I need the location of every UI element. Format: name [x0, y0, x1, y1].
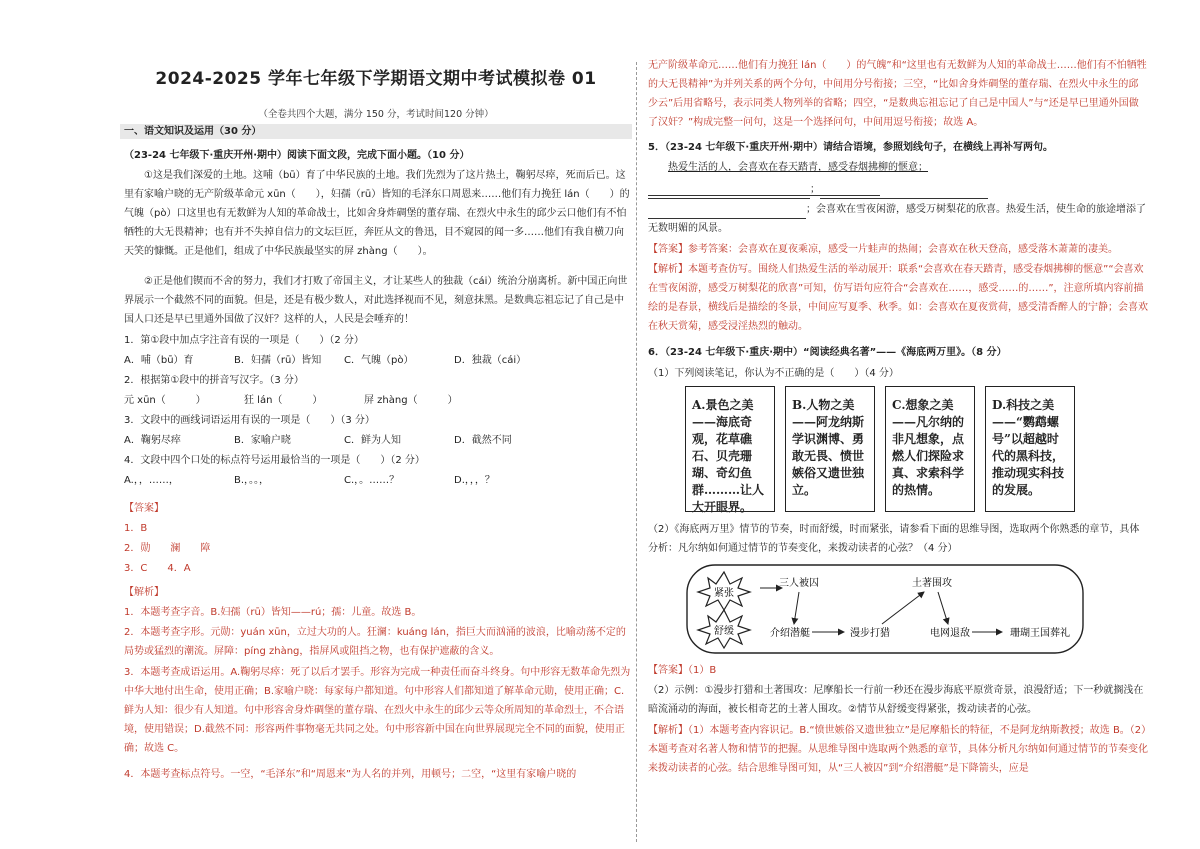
blank: 屏 zhàng（ ）: [364, 395, 458, 406]
answer-blank[interactable]: [648, 207, 806, 219]
option: D.，，，？: [454, 475, 495, 486]
question-6-part-2: （2）《海底两万里》情节的节奏，时而舒缓，时而紧张，请参看下面的思维导图，选取两个你熟悉的章节，具体分析：凡尔纳如何通过情节的节奏变化，来拨动读者的心弦？（4 分）: [648, 524, 1140, 554]
note-card-b: B.人物之美——阿龙纳斯学识渊博、勇敢无畏、愤世嫉俗又遗世独立。: [785, 386, 875, 512]
legend-tense: 紧张: [714, 588, 734, 599]
explanation-4: 4．本题考查标点符号。一空，“毛泽东”和“周恩来”为人名的并列，用顿号；二空，“这里有家喻户晓的: [124, 769, 577, 780]
option: C．气魄（pò）: [344, 355, 414, 366]
node-coral-funeral: 珊瑚王国葬礼: [1010, 628, 1070, 639]
question-3: 3．文段中的画线词语运用有误的一项是（ ）（3 分）: [124, 415, 375, 426]
question-2: 2．根据第①段中的拼音写汉字。（3 分）: [124, 375, 304, 386]
question-2-blanks: [124, 391, 484, 410]
node-hunting-walk: 漫步打猎: [850, 628, 890, 639]
column-divider: [636, 62, 637, 842]
question-6-explanation: 【解析】（1）本题考查内容识记。B.“愤世嫉俗又遗世独立”是尼摩船长的特征，不是阿龙纳斯教授；故选 B。（2）本题考查对名著人物和情节的把握。从思维导图中选取两个熟悉的章节，具体分析凡尔纳如何通过情节的节奏变化来拨动读者的心弦。结合思维导图可知，从“三人被囚”到“介绍潜艇”是下降箭头，应是: [648, 725, 1148, 774]
blank: 狂 lán（ ）: [244, 395, 323, 406]
note-card-a: A.景色之美——海底奇观，花草礁石、贝壳珊瑚、奇幻鱼群………让人大开眼界。: [685, 386, 775, 512]
node-electric-repel: 电网退敌: [930, 628, 970, 639]
answer-line: 3．C 4．A: [124, 563, 191, 574]
option: C.，。……？: [344, 475, 400, 486]
option: C．鲜为人知: [344, 435, 401, 446]
explanation-1: 1．本题考查字音。B.妇孺（rū）皆知——rú；孺：儿童。故选 B。: [124, 607, 422, 618]
question-4-options: [124, 471, 564, 490]
question-5-text-blank: ；: [648, 180, 1148, 199]
q5-sentence-end: ；会喜欢在雪夜闲游，感受万树梨花的欣喜。热爱生活，使生命的旅途增添了无数明媚的风景。: [648, 204, 1146, 234]
answer-blank[interactable]: [648, 187, 810, 199]
arrow: [938, 592, 948, 624]
answer-line: 2．勋 澜 障: [124, 543, 211, 554]
reading-note-cards: [685, 386, 1075, 512]
question-5-explanation: 【解析】本题考查仿写。围绕人们热爱生活的举动展开：联系“会喜欢在春天踏青，感受春烟拂柳的惬意”“会喜欢在雪夜闲游，感受万树梨花的欣喜”可知，仿写语句应符合“会喜欢在……，感受……的……”，注意所填内容前描绘的是春景，横线后是描绘的冬景，中间应写夏季、秋季。如：会喜欢在夏夜赏荷，感受清香醉人的宁静；会喜欢在秋天赏菊，感受浸淫热烈的触动。: [648, 264, 1148, 332]
question-5-answer: 【答案】参考答案：会喜欢在夏夜乘凉，感受一片蛙声的热闹；会喜欢在秋天登高，感受落木萧萧的凄美。: [648, 244, 1118, 255]
option: A．哺（bū）育: [124, 355, 194, 366]
section-heading: 一、语文知识及运用（30 分）: [120, 124, 632, 139]
answer-blank[interactable]: [820, 187, 988, 199]
option: A.，，……，: [124, 475, 179, 486]
note-card-d: D.科技之美——“鹦鹉螺号”以超越时代的黑科技，推动现实科技的发展。: [985, 386, 1075, 512]
option: B．家喻户晓: [234, 435, 291, 446]
explanation-3: 3．本题考查成语运用。A.鞠躬尽瘁：死了以后才罢手。形容为完成一种责任而奋斗终身。句中形容无数革命先烈为中华大地付出生命，使用正确；B.家喻户晓：每家每户都知道。句中形容人们都知道了解革命元勋，使用正确；C.鲜为人知：很少有人知道。句中形容舍身炸碉堡的董存瑞、在烈火中永生的邱少云等众所周知的革命烈士，不合语境，使用错误；D.截然不同：形容两件事物毫无共同之处。句中形容新中国在向世界展现完全不同的面貌，使用正确；故选 C。: [124, 667, 631, 754]
passage-paragraph-1: ①这是我们深爱的土地。这哺（bū）育了中华民族的土地。我们先烈为了这片热土，鞠躬尽瘁，死而后已。这里有家喻户晓的无产阶级革命元 xūn（ ），妇孺（rū）皆知的毛泽东口周恩来……他们有力挽狂 lán（ ）的气魄（pò）口这里也有无数鲜为人知的革命战士，比如舍身炸碉堡的董存瑞、在烈火中永生的邱少云口他们有不怕牺牲的大无畏精神；也有并不失掉自信力的文坛巨匠，奔匠从文的鲁迅，目不窥园的闻一多……他们有我自横刀向天笑的慷慨。正是他们，组成了中华民族最坚实的屏 zhàng（ ）。: [124, 170, 630, 257]
q5-sentence: 热爱生活的人，会喜欢在春天踏青，感受春烟拂柳的惬意；: [668, 162, 928, 173]
option: B.，。。，: [234, 475, 270, 486]
option: D．独裁（cái）: [454, 355, 527, 366]
explanation-4-continued: 无产阶级革命元……他们有力挽狂 lán（ ）的气魄”和“这里也有无数鲜为人知的革命战士……他们有不怕牺牲的大无畏精神”为并列关系的两个分句，中间用分号衔接；三空，“比如舍身炸碉堡的董存瑞、在烈火中永生的邱少云”后用省略号，表示同类人物列举的省略；四空，“是数典忘祖忘记了自己是中国人”与“还是早已里通外国做了汉奸？”构成完整一问句，这是一个选择问句，中间用逗号衔接；故选 A。: [648, 60, 1147, 128]
explanation-label: 【解析】: [124, 587, 164, 598]
explanation-2: 2．本题考查字形。元勋：yuán xūn，立过大功的人。狂澜：kuáng lán，指巨大而汹涌的波浪，比喻动荡不定的局势或猛烈的潮流。屏障：píng zhàng，指屏风或阻挡之物，也有保护遮蔽的含义。: [124, 627, 626, 657]
question-6: 6．（23-24 七年级下·重庆·期中）“阅读经典名著”——《海底两万里》。（8 分）: [648, 347, 1007, 358]
page-title: 2024-2025 学年七年级下学期语文期中考试模拟卷 01: [155, 69, 597, 89]
answer-label: 【答案】: [124, 503, 164, 514]
question-1: 1．第①段中加点字注音有误的一项是（ ）（2 分）: [124, 335, 364, 346]
question-6-answer-2: （2）示例：①漫步打猎和土著围攻：尼摩船长一行前一秒还在漫步海底平原赏奇景，浪漫舒适；下一秒就搁浅在暗流涌动的海面，被长相奇艺的土著人围攻。②情节从舒缓变得紧张，拨动读者的心弦。: [648, 685, 1144, 715]
arrow: [882, 592, 924, 624]
plot-mind-map: [686, 564, 1086, 656]
node-natives-attack: 土著围攻: [912, 578, 952, 589]
question-5: 5．（23-24 七年级下·重庆开州·期中）请结合语境，参照划线句子，在横线上再补写两句。: [648, 142, 1054, 153]
note-card-c: C.想象之美——凡尔纳的非凡想象，点燃人们探险求真、求索科学的热情。: [885, 386, 975, 512]
question-4: 4．文段中四个口处的标点符号运用最恰当的一项是（ ）（2 分）: [124, 455, 425, 466]
question-3-options: [124, 431, 564, 450]
question-5-text-2: [648, 200, 1148, 238]
legend-relax: 舒缓: [714, 626, 734, 637]
option: A．鞠躬尽瘁: [124, 435, 181, 446]
node-intro-submarine: 介绍潜艇: [770, 628, 810, 639]
arrow: [794, 592, 799, 624]
option: D．截然不同: [454, 435, 512, 446]
question-6-part-1: （1）下列阅读笔记，你认为不正确的是（ ）（4 分）: [648, 368, 899, 379]
blank: 元 xūn（ ）: [124, 395, 206, 406]
question-6-answer: 【答案】（1）B: [648, 665, 717, 676]
question-1-options: [124, 351, 564, 370]
exam-subtitle: （全卷共四个大题，满分 150 分，考试时间120 分钟）: [258, 109, 494, 120]
mind-map-frame: [687, 565, 1083, 653]
passage-paragraph-2: ②正是他们锲而不舍的努力，我们才打败了帝国主义，才让某些人的独裁（cái）统治分崩离析。新中国正向世界展示一个截然不同的面貌。但是，还是有极少数人，对此选择视而不见，刻意抹黑。是数典忘祖忘记了自己是中国人口还是早已里通外国做了汉奸？这样的人，人民是会唾弃的！: [124, 276, 628, 325]
answer-line: 1．B: [124, 523, 148, 534]
option: B．妇孺（rū）皆知: [234, 355, 322, 366]
node-three-captured: 三人被囚: [779, 578, 819, 589]
passage-source: （23-24 七年级下·重庆开州·期中）阅读下面文段，完成下面小题。（10 分）: [124, 150, 470, 161]
